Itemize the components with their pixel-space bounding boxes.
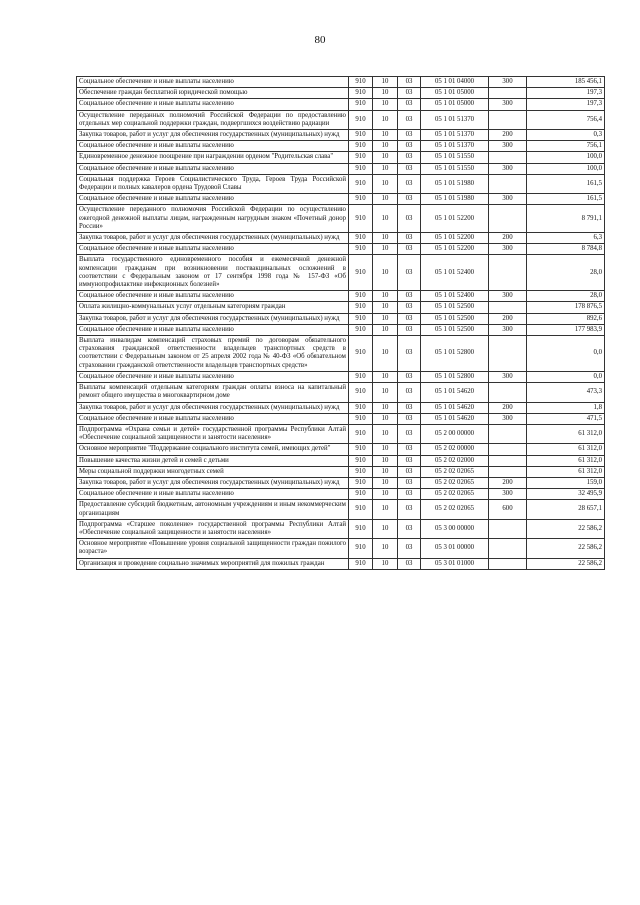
ministry-code: 910 (349, 413, 373, 424)
table-row (77, 233, 605, 244)
section-code: 10 (373, 205, 398, 233)
subsection-code: 03 (398, 77, 421, 88)
section-code: 10 (373, 110, 398, 129)
subsection-code: 03 (398, 424, 421, 443)
amount: 61 312,0 (527, 424, 605, 443)
subsection-code: 03 (398, 477, 421, 488)
amount: 185 456,1 (527, 77, 605, 88)
expense-type-code (489, 255, 527, 291)
section-code: 10 (373, 477, 398, 488)
amount: 197,3 (527, 99, 605, 110)
expense-type-code: 300 (489, 291, 527, 302)
ministry-code: 910 (349, 402, 373, 413)
table-row (77, 477, 605, 488)
amount: 28,0 (527, 255, 605, 291)
ministry-code: 910 (349, 174, 373, 193)
amount: 61 312,0 (527, 455, 605, 466)
subsection-code: 03 (398, 371, 421, 382)
amount: 473,3 (527, 383, 605, 402)
expense-type-code: 300 (489, 99, 527, 110)
section-code: 10 (373, 255, 398, 291)
section-code: 10 (373, 163, 398, 174)
ministry-code: 910 (349, 489, 373, 500)
section-code: 10 (373, 99, 398, 110)
subsection-code: 03 (398, 174, 421, 193)
row-name: Оплата жилищно-коммунальных услуг отдельным категориям граждан (77, 302, 349, 313)
ministry-code: 910 (349, 336, 373, 372)
ministry-code: 910 (349, 371, 373, 382)
subsection-code: 03 (398, 88, 421, 99)
table-row (77, 244, 605, 255)
expense-type-code (489, 110, 527, 129)
expense-type-code (489, 205, 527, 233)
section-code: 10 (373, 291, 398, 302)
row-name: Закупка товаров, работ и услуг для обеспечения государственных (муниципальных) нужд (77, 233, 349, 244)
section-code: 10 (373, 233, 398, 244)
amount: 32 495,9 (527, 489, 605, 500)
expense-type-code: 300 (489, 194, 527, 205)
amount: 471,5 (527, 413, 605, 424)
amount: 61 312,0 (527, 466, 605, 477)
amount: 161,5 (527, 174, 605, 193)
table-row (77, 424, 605, 443)
section-code: 10 (373, 413, 398, 424)
expense-type-code: 300 (489, 413, 527, 424)
ministry-code: 910 (349, 233, 373, 244)
subsection-code: 03 (398, 466, 421, 477)
target-article-code: 05 2 02 02065 (421, 489, 489, 500)
budget-table-body (77, 77, 605, 570)
subsection-code: 03 (398, 233, 421, 244)
row-name: Предоставление субсидий бюджетным, автономным учреждениям и иным некоммерческим организациям (77, 500, 349, 519)
table-row (77, 130, 605, 141)
subsection-code: 03 (398, 302, 421, 313)
ministry-code: 910 (349, 244, 373, 255)
expense-type-code: 200 (489, 477, 527, 488)
expense-type-code: 300 (489, 163, 527, 174)
amount: 1,8 (527, 402, 605, 413)
table-row (77, 163, 605, 174)
row-name: Социальное обеспечение и иные выплаты населению (77, 244, 349, 255)
subsection-code: 03 (398, 205, 421, 233)
row-name: Социальное обеспечение и иные выплаты населению (77, 291, 349, 302)
table-row (77, 444, 605, 455)
row-name: Меры социальной поддержки многодетных семей (77, 466, 349, 477)
expense-type-code (489, 88, 527, 99)
ministry-code: 910 (349, 255, 373, 291)
subsection-code: 03 (398, 444, 421, 455)
ministry-code: 910 (349, 466, 373, 477)
budget-table (76, 76, 605, 570)
table-row (77, 291, 605, 302)
expense-type-code (489, 444, 527, 455)
table-row (77, 255, 605, 291)
target-article-code: 05 1 01 52200 (421, 205, 489, 233)
target-article-code: 05 1 01 51980 (421, 194, 489, 205)
row-name: Социальное обеспечение и иные выплаты населению (77, 324, 349, 335)
row-name: Социальное обеспечение и иные выплаты населению (77, 99, 349, 110)
target-article-code: 05 2 00 00000 (421, 424, 489, 443)
table-row (77, 466, 605, 477)
subsection-code: 03 (398, 500, 421, 519)
subsection-code: 03 (398, 336, 421, 372)
table-row (77, 558, 605, 569)
target-article-code: 05 1 01 51550 (421, 163, 489, 174)
expense-type-code: 300 (489, 77, 527, 88)
ministry-code: 910 (349, 205, 373, 233)
ministry-code: 910 (349, 88, 373, 99)
row-name: Выплата инвалидам компенсаций страховых премий по договорам обязательного страхования гражданской ответственности владельцев транспортных средств в соответствии с Федеральным законом от 25 апреля 2002 года № 40-ФЗ «Об обязательном страховании гражданской ответственности владельцев транспортных средств» (77, 336, 349, 372)
amount: 8 791,1 (527, 205, 605, 233)
subsection-code: 03 (398, 402, 421, 413)
expense-type-code: 300 (489, 244, 527, 255)
subsection-code: 03 (398, 110, 421, 129)
section-code: 10 (373, 302, 398, 313)
row-name: Закупка товаров, работ и услуг для обеспечения государственных (муниципальных) нужд (77, 313, 349, 324)
section-code: 10 (373, 371, 398, 382)
subsection-code: 03 (398, 519, 421, 538)
amount: 100,0 (527, 152, 605, 163)
subsection-code: 03 (398, 455, 421, 466)
subsection-code: 03 (398, 413, 421, 424)
expense-type-code (489, 424, 527, 443)
ministry-code: 910 (349, 141, 373, 152)
section-code: 10 (373, 244, 398, 255)
amount: 0,0 (527, 371, 605, 382)
expense-type-code (489, 466, 527, 477)
expense-type-code (489, 302, 527, 313)
row-name: Организация и проведение социально значимых мероприятий для пожилых граждан (77, 558, 349, 569)
subsection-code: 03 (398, 99, 421, 110)
ministry-code: 910 (349, 77, 373, 88)
target-article-code: 05 1 01 52500 (421, 302, 489, 313)
target-article-code: 05 1 01 05000 (421, 99, 489, 110)
amount: 61 312,0 (527, 444, 605, 455)
ministry-code: 910 (349, 194, 373, 205)
target-article-code: 05 1 01 04000 (421, 77, 489, 88)
subsection-code: 03 (398, 558, 421, 569)
target-article-code: 05 1 01 52200 (421, 233, 489, 244)
amount: 0,0 (527, 336, 605, 372)
table-row (77, 313, 605, 324)
ministry-code: 910 (349, 519, 373, 538)
table-row (77, 152, 605, 163)
target-article-code: 05 1 01 54620 (421, 383, 489, 402)
ministry-code: 910 (349, 163, 373, 174)
section-code: 10 (373, 336, 398, 372)
amount: 197,3 (527, 88, 605, 99)
subsection-code: 03 (398, 141, 421, 152)
row-name: Основное мероприятие "Поддержание социального института семей, имеющих детей" (77, 444, 349, 455)
subsection-code: 03 (398, 244, 421, 255)
target-article-code: 05 1 01 52400 (421, 255, 489, 291)
table-row (77, 99, 605, 110)
row-name: Осуществление переданных полномочий Российской Федерации по предоставлению отдельных мер социальной поддержки граждан, подвергшихся воздействию радиации (77, 110, 349, 129)
ministry-code: 910 (349, 477, 373, 488)
table-row (77, 371, 605, 382)
expense-type-code: 200 (489, 233, 527, 244)
row-name: Социальное обеспечение и иные выплаты населению (77, 413, 349, 424)
expense-type-code (489, 455, 527, 466)
row-name: Закупка товаров, работ и услуг для обеспечения государственных (муниципальных) нужд (77, 477, 349, 488)
expense-type-code (489, 558, 527, 569)
expense-type-code: 300 (489, 324, 527, 335)
row-name: Социальная поддержка Героев Социалистического Труда, Героев Труда Российской Федерации и полных кавалеров ордена Трудовой Славы (77, 174, 349, 193)
target-article-code: 05 1 01 52200 (421, 244, 489, 255)
ministry-code: 910 (349, 500, 373, 519)
row-name: Социальное обеспечение и иные выплаты населению (77, 141, 349, 152)
amount: 22 586,2 (527, 558, 605, 569)
subsection-code: 03 (398, 291, 421, 302)
ministry-code: 910 (349, 444, 373, 455)
subsection-code: 03 (398, 383, 421, 402)
target-article-code: 05 1 01 52800 (421, 336, 489, 372)
expense-type-code (489, 174, 527, 193)
table-row (77, 77, 605, 88)
row-name: Закупка товаров, работ и услуг для обеспечения государственных (муниципальных) нужд (77, 130, 349, 141)
table-row (77, 205, 605, 233)
row-name: Социальное обеспечение и иные выплаты населению (77, 77, 349, 88)
ministry-code: 910 (349, 302, 373, 313)
section-code: 10 (373, 489, 398, 500)
row-name: Осуществление переданного полномочия Российской Федерации по осуществлению ежегодной денежной выплаты лицам, награжденным нагрудным знаком «Почетный донор России» (77, 205, 349, 233)
amount: 178 876,5 (527, 302, 605, 313)
section-code: 10 (373, 174, 398, 193)
table-row (77, 88, 605, 99)
ministry-code: 910 (349, 558, 373, 569)
ministry-code: 910 (349, 110, 373, 129)
table-row (77, 110, 605, 129)
target-article-code: 05 2 02 02065 (421, 500, 489, 519)
section-code: 10 (373, 558, 398, 569)
ministry-code: 910 (349, 455, 373, 466)
ministry-code: 910 (349, 99, 373, 110)
section-code: 10 (373, 383, 398, 402)
section-code: 10 (373, 539, 398, 558)
section-code: 10 (373, 466, 398, 477)
row-name: Закупка товаров, работ и услуг для обеспечения государственных (муниципальных) нужд (77, 402, 349, 413)
expense-type-code: 300 (489, 141, 527, 152)
section-code: 10 (373, 324, 398, 335)
ministry-code: 910 (349, 152, 373, 163)
section-code: 10 (373, 444, 398, 455)
table-row (77, 413, 605, 424)
row-name: Социальное обеспечение и иные выплаты населению (77, 371, 349, 382)
table-row (77, 500, 605, 519)
target-article-code: 05 3 01 01000 (421, 558, 489, 569)
section-code: 10 (373, 130, 398, 141)
ministry-code: 910 (349, 424, 373, 443)
section-code: 10 (373, 152, 398, 163)
section-code: 10 (373, 424, 398, 443)
expense-type-code: 200 (489, 130, 527, 141)
section-code: 10 (373, 500, 398, 519)
expense-type-code: 300 (489, 489, 527, 500)
table-row (77, 539, 605, 558)
amount: 0,3 (527, 130, 605, 141)
subsection-code: 03 (398, 152, 421, 163)
expense-type-code: 200 (489, 402, 527, 413)
expense-type-code (489, 336, 527, 372)
section-code: 10 (373, 141, 398, 152)
target-article-code: 05 1 01 54620 (421, 402, 489, 413)
table-row (77, 519, 605, 538)
row-name: Повышение качества жизни детей и семей с детьми (77, 455, 349, 466)
target-article-code: 05 1 01 52500 (421, 324, 489, 335)
ministry-code: 910 (349, 291, 373, 302)
section-code: 10 (373, 77, 398, 88)
target-article-code: 05 2 02 02065 (421, 477, 489, 488)
table-row (77, 141, 605, 152)
subsection-code: 03 (398, 163, 421, 174)
ministry-code: 910 (349, 324, 373, 335)
ministry-code: 910 (349, 313, 373, 324)
target-article-code: 05 1 01 51370 (421, 130, 489, 141)
amount: 22 586,2 (527, 539, 605, 558)
amount: 161,5 (527, 194, 605, 205)
subsection-code: 03 (398, 130, 421, 141)
amount: 100,0 (527, 163, 605, 174)
table-row (77, 302, 605, 313)
row-name: Социальное обеспечение и иные выплаты населению (77, 194, 349, 205)
amount: 756,1 (527, 141, 605, 152)
target-article-code: 05 1 01 52400 (421, 291, 489, 302)
subsection-code: 03 (398, 194, 421, 205)
row-name: Выплаты компенсаций отдельным категориям граждан оплаты взноса на капитальный ремонт общего имущества в многоквартирном доме (77, 383, 349, 402)
amount: 756,4 (527, 110, 605, 129)
expense-type-code: 300 (489, 371, 527, 382)
amount: 159,0 (527, 477, 605, 488)
target-article-code: 05 1 01 05000 (421, 88, 489, 99)
section-code: 10 (373, 88, 398, 99)
row-name: Подпрограмма «Старшее поколение» государственной программы Республики Алтай «Обеспечение социальной защищенности и занятости населения» (77, 519, 349, 538)
section-code: 10 (373, 455, 398, 466)
expense-type-code (489, 519, 527, 538)
table-row (77, 402, 605, 413)
subsection-code: 03 (398, 489, 421, 500)
target-article-code: 05 3 00 00000 (421, 519, 489, 538)
row-name: Выплата государственного единовременного пособия и ежемесячной денежной компенсации гражданам при возникновении поствакцинальных осложнений в соответствии с Федеральным законом от 17 сентября 1998 года № 157-ФЗ «Об иммунопрофилактике инфекционных болезней» (77, 255, 349, 291)
subsection-code: 03 (398, 539, 421, 558)
expense-type-code (489, 383, 527, 402)
subsection-code: 03 (398, 324, 421, 335)
row-name: Подпрограмма «Охрана семьи и детей» государственной программы Республики Алтай «Обеспечение социальной защищенности и занятости населения» (77, 424, 349, 443)
page-number: 80 (314, 34, 326, 46)
row-name: Единовременное денежное поощрение при награждении орденом "Родительская слава" (77, 152, 349, 163)
amount: 8 784,8 (527, 244, 605, 255)
ministry-code: 910 (349, 383, 373, 402)
table-row (77, 194, 605, 205)
subsection-code: 03 (398, 313, 421, 324)
target-article-code: 05 2 02 02065 (421, 466, 489, 477)
target-article-code: 05 1 01 51370 (421, 110, 489, 129)
target-article-code: 05 1 01 51370 (421, 141, 489, 152)
section-code: 10 (373, 313, 398, 324)
amount: 28,0 (527, 291, 605, 302)
row-name: Социальное обеспечение и иные выплаты населению (77, 489, 349, 500)
target-article-code: 05 3 01 00000 (421, 539, 489, 558)
table-row (77, 336, 605, 372)
subsection-code: 03 (398, 255, 421, 291)
table-row (77, 324, 605, 335)
amount: 177 983,9 (527, 324, 605, 335)
target-article-code: 05 1 01 51550 (421, 152, 489, 163)
row-name: Социальное обеспечение и иные выплаты населению (77, 163, 349, 174)
section-code: 10 (373, 402, 398, 413)
target-article-code: 05 1 01 54620 (421, 413, 489, 424)
ministry-code: 910 (349, 539, 373, 558)
target-article-code: 05 1 01 52500 (421, 313, 489, 324)
section-code: 10 (373, 519, 398, 538)
expense-type-code: 600 (489, 500, 527, 519)
row-name: Основное мероприятие «Повышение уровня социальной защищенности граждан пожилого возраста» (77, 539, 349, 558)
amount: 6,3 (527, 233, 605, 244)
ministry-code: 910 (349, 130, 373, 141)
target-article-code: 05 1 01 51980 (421, 174, 489, 193)
expense-type-code: 200 (489, 313, 527, 324)
target-article-code: 05 2 02 00000 (421, 444, 489, 455)
expense-type-code (489, 152, 527, 163)
section-code: 10 (373, 194, 398, 205)
amount: 892,6 (527, 313, 605, 324)
table-row (77, 383, 605, 402)
table-row (77, 174, 605, 193)
table-row (77, 455, 605, 466)
amount: 22 586,2 (527, 519, 605, 538)
row-name: Обеспечение граждан бесплатной юридической помощью (77, 88, 349, 99)
expense-type-code (489, 539, 527, 558)
table-row (77, 489, 605, 500)
amount: 28 657,1 (527, 500, 605, 519)
target-article-code: 05 2 02 02000 (421, 455, 489, 466)
target-article-code: 05 1 01 52800 (421, 371, 489, 382)
